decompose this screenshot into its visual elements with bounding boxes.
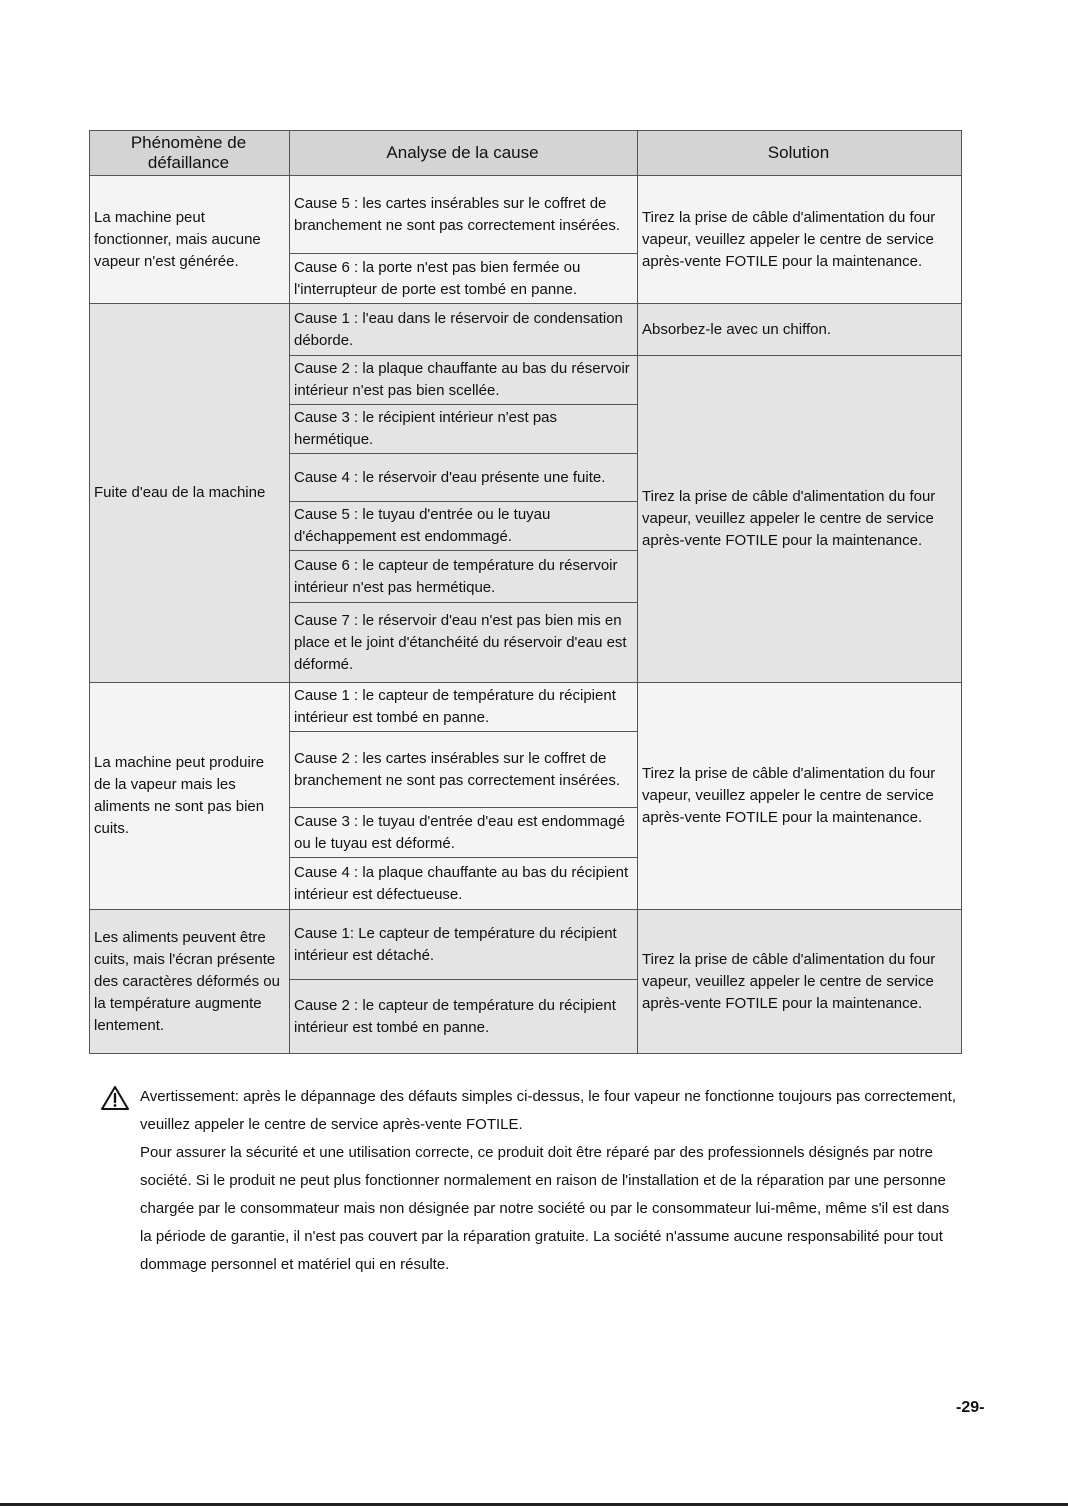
cause-cell: Cause 4 : le réservoir d'eau présente une fuite. (290, 454, 638, 502)
troubleshooting-table (89, 130, 962, 1054)
phenomenon-cell: Fuite d'eau de la machine (90, 304, 290, 683)
cause-cell: Cause 2 : les cartes insérables sur le coffret de branchement ne sont pas correctement insérées. (290, 732, 638, 808)
cause-cell: Cause 5 : le tuyau d'entrée ou le tuyau d'échappement est endommagé. (290, 502, 638, 551)
header-solution: Solution (638, 131, 962, 176)
cause-cell: Cause 2 : le capteur de température du récipient intérieur est tombé en panne. (290, 980, 638, 1054)
table-row (90, 304, 962, 356)
header-phenomenon: Phénomène de défaillance (90, 131, 290, 176)
table-row (90, 176, 962, 254)
cause-cell: Cause 7 : le réservoir d'eau n'est pas bien mis en place et le joint d'étanchéité du réservoir d'eau est déformé. (290, 603, 638, 683)
page-number: -29- (956, 1399, 985, 1416)
phenomenon-cell: Les aliments peuvent être cuits, mais l'écran présente des caractères déformés ou la température augmente lentement. (90, 910, 290, 1054)
table-header-row (90, 131, 962, 176)
solution-cell: Tirez la prise de câble d'alimentation du four vapeur, veuillez appeler le centre de service après-vente FOTILE pour la maintenance. (638, 910, 962, 1054)
phenomenon-cell: La machine peut produire de la vapeur mais les aliments ne sont pas bien cuits. (90, 683, 290, 910)
header-cause: Analyse de la cause (290, 131, 638, 176)
cause-cell: Cause 1: Le capteur de température du récipient intérieur est détaché. (290, 910, 638, 980)
phenomenon-cell: La machine peut fonctionner, mais aucune vapeur n'est générée. (90, 176, 290, 304)
cause-cell: Cause 3 : le récipient intérieur n'est pas hermétique. (290, 405, 638, 454)
cause-cell: Cause 1 : le capteur de température du récipient intérieur est tombé en panne. (290, 683, 638, 732)
solution-cell: Absorbez-le avec un chiffon. (638, 304, 962, 356)
cause-cell: Cause 5 : les cartes insérables sur le coffret de branchement ne sont pas correctement insérées. (290, 176, 638, 254)
warning-text-1: Avertissement: après le dépannage des défauts simples ci-dessus, le four vapeur ne fonctionne toujours pas correctement, veuillez appeler le centre de service après-vente FOTILE. (140, 1088, 957, 1133)
cause-cell: Cause 2 : la plaque chauffante au bas du réservoir intérieur n'est pas bien scellée. (290, 356, 638, 405)
solution-cell: Tirez la prise de câble d'alimentation du four vapeur, veuillez appeler le centre de service après-vente FOTILE pour la maintenance. (638, 683, 962, 910)
cause-cell: Cause 4 : la plaque chauffante au bas du récipient intérieur est défectueuse. (290, 858, 638, 910)
table-row (90, 910, 962, 980)
solution-cell: Tirez la prise de câble d'alimentation du four vapeur, veuillez appeler le centre de service après-vente FOTILE pour la maintenance. (638, 356, 962, 683)
warning-notice (100, 1083, 960, 1279)
bottom-divider (0, 1503, 1068, 1506)
warning-text-2: Pour assurer la sécurité et une utilisation correcte, ce produit doit être réparé par des professionnels désignés par notre société. Si le produit ne peut plus fonctionner normalement en raison de l'installation et de la réparation par une personne chargée par le consommateur mais non désignée par notre société ou par le consommateur lui-même, même s'il est dans la période de garantie, il n'est pas couvert par la réparation gratuite. La société n'assume aucune responsabilité pour tout dommage personnel et matériel qui en résulte. (140, 1144, 950, 1273)
cause-cell: Cause 3 : le tuyau d'entrée d'eau est endommagé ou le tuyau est déformé. (290, 808, 638, 858)
solution-cell: Tirez la prise de câble d'alimentation du four vapeur, veuillez appeler le centre de service après-vente FOTILE pour la maintenance. (638, 176, 962, 304)
cause-cell: Cause 6 : la porte n'est pas bien fermée ou l'interrupteur de porte est tombé en panne. (290, 254, 638, 304)
cause-cell: Cause 1 : l'eau dans le réservoir de condensation déborde. (290, 304, 638, 356)
warning-triangle-icon (100, 1085, 130, 1111)
cause-cell: Cause 6 : le capteur de température du réservoir intérieur n'est pas hermétique. (290, 551, 638, 603)
table-row (90, 683, 962, 732)
